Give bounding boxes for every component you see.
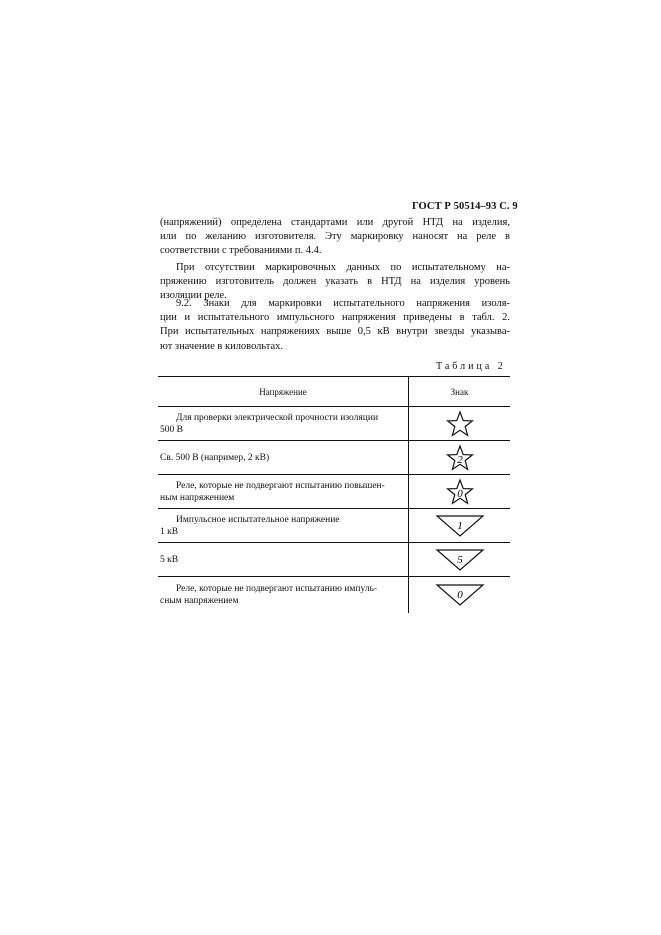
table-caption: Таблица 2 [436,361,506,372]
voltage-cell [158,509,409,543]
paragraph-line: 9.2. Знаки для маркировки испытательного напряжения изоля- [176,298,510,309]
sign-cell [409,509,511,543]
marking-table [158,376,510,613]
table-row [158,475,510,509]
star-icon [446,410,474,438]
voltage-cell [158,407,409,441]
paragraph-line: ют значение в киловольтах. [160,340,284,352]
cell-line: ным напряжением [160,492,235,503]
cell-line: 500 В [160,424,183,435]
column-header-sign: Знак [409,377,511,407]
paragraph-line: При испытательных напряжениях выше 0,5 кВ внутри звезды указыва- [160,326,510,338]
triangle-value: 5 [456,553,463,566]
paragraph-line: изоляции реле. [160,290,227,302]
voltage-cell [158,577,409,614]
sign-cell [409,577,511,614]
voltage-cell [158,543,409,577]
cell-line: сным напряжением [160,596,239,606]
star-value: 0 [456,487,463,500]
sign-cell [409,407,511,441]
paragraph-line: соответствии с требованиями п. 4.4. [160,245,322,257]
page-header: ГОСТ Р 50514–93 С. 9 [412,201,518,212]
cell-line: Импульсное испытательное напряжение [176,514,340,525]
voltage-cell [158,441,409,475]
table-row [158,543,510,577]
cell-line: Св. 500 В (например, 2 кВ) [160,452,270,463]
table-row [158,509,510,543]
column-header-voltage: Напряжение [158,377,409,407]
table-row [158,407,510,441]
paragraph-line: ции и испытательного импульсного напряжения приведены в табл. 2. [160,312,510,324]
voltage-cell [158,475,409,509]
sign-cell [409,475,511,509]
triangle-icon [435,548,485,572]
table-row [158,577,510,614]
paragraph-line: При отсутствии маркировочных данных по испытательному на- [176,262,510,273]
table-row [158,441,510,475]
paragraph-line: (напряжений) определена стандартами или другой НТД на изделия, [160,217,510,228]
cell-line: 1 кВ [160,526,179,537]
paragraph-9-2 [160,297,510,354]
star-icon [446,444,474,472]
cell-line: Реле, которые не подвергают испытанию импуль- [176,584,378,594]
sign-cell [409,543,511,577]
paragraph-line: пряжению изготовитель должен указать в НТД на изделия уровень [160,276,510,288]
paragraph-marking-note [160,216,510,259]
cell-line: Реле, которые не подвергают испытанию повышен- [176,480,385,491]
cell-line: Для проверки электрической прочности изоляции [176,412,379,423]
triangle-value: 0 [456,589,463,601]
sign-cell [409,441,511,475]
star-value: 2 [456,453,463,466]
triangle-icon [435,514,485,538]
star-icon [446,478,474,506]
cell-line: 5 кВ [160,554,179,565]
paragraph-line: или по желанию изготовителя. Эту маркировку наносят на реле в [160,231,510,243]
triangle-icon [435,583,485,607]
triangle-value: 1 [456,519,463,532]
